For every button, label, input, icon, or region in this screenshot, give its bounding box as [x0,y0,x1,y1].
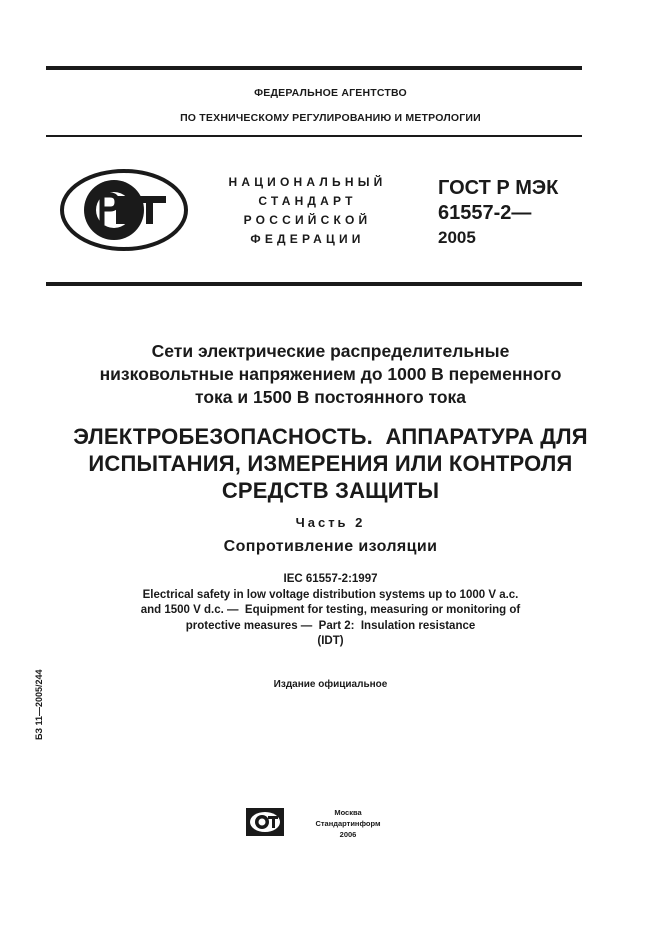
subtitle-line-1: Сети электрические распределительные [151,341,510,361]
subtitle-line-2: низковольтные напряжением до 1000 В переменного [99,364,562,384]
gost-line-1: ГОСТ Р МЭК [438,177,559,199]
iec-reference [0,572,661,650]
national-standard-block [205,173,410,249]
agency-line-1: ФЕДЕРАЛЬНОЕ АГЕНТСТВО [254,87,407,99]
part-label: Часть 2 [295,515,366,530]
iec-code: IEC 61557-2:1997 [283,573,378,585]
national-line-4: ФЕДЕРАЦИИ [250,232,365,246]
iec-line-1: Electrical safety in low voltage distribution systems up to 1000 V a.c. [142,588,519,601]
main-title-line-2: ИСПЫТАНИЯ, ИЗМЕРЕНИЯ ИЛИ КОНТРОЛЯ [88,451,573,476]
gost-number-block [438,176,558,250]
publisher-city: Москва [334,808,362,817]
gost-year: 2005 [438,228,476,247]
iec-line-4: (IDT) [317,635,344,647]
gost-line-2: 61557-2— [438,202,532,224]
header-divider [46,135,582,137]
main-title-line-3: СРЕДСТВ ЗАЩИТЫ [221,478,440,503]
national-line-1: НАЦИОНАЛЬНЫЙ [228,175,387,189]
top-rule [46,66,582,70]
publisher-year: 2006 [339,830,357,839]
iec-line-3: protective measures — Part 2: Insulation resistance [185,619,476,632]
title-divider [46,282,582,286]
main-title [0,423,661,504]
agency-line-2: ПО ТЕХНИЧЕСКОМУ РЕГУЛИРОВАНИЮ И МЕТРОЛОГИИ [180,112,481,124]
part-title: Сопротивление изоляции [223,538,438,555]
publisher-name: Стандартинформ [315,819,381,828]
national-line-2: СТАНДАРТ [258,194,357,208]
iec-line-2: and 1500 V d.c. — Equipment for testing, measuring or monitoring of [140,604,521,616]
main-title-line-1: ЭЛЕКТРОБЕЗОПАСНОСТЬ. АППАРАТУРА ДЛЯ [73,424,588,449]
standartinform-logo-icon [246,806,286,838]
side-code: БЗ 11—2005/244 [34,669,44,740]
rst-logo-icon [60,169,188,251]
edition-note: Издание официальное [273,679,388,690]
subtitle [0,340,661,409]
publisher-info [303,807,393,840]
subtitle-line-3: тока и 1500 В постоянного тока [194,387,467,407]
national-line-3: РОССИЙСКОЙ [243,213,372,227]
